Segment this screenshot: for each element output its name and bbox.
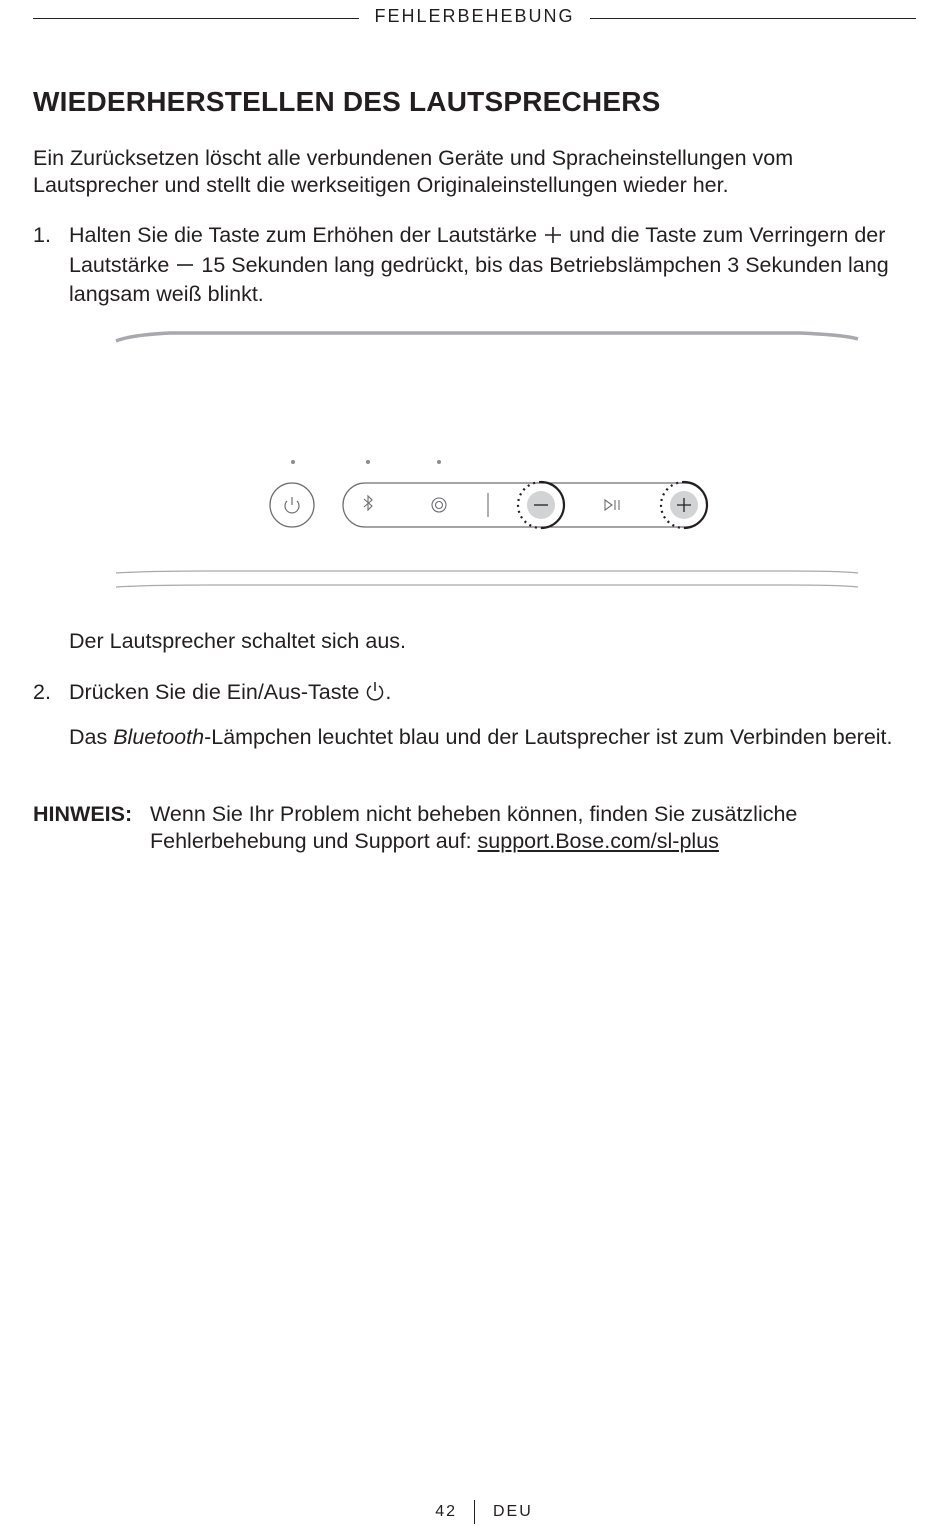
step-1-result: Der Lautsprecher schaltet sich aus. [69,629,406,653]
support-link[interactable]: support.Bose.com/sl-plus [477,828,719,853]
note-label: HINWEIS: [33,802,133,826]
step-2-result: Das Bluetooth-Lämpchen leuchtet blau und der Lautsprecher ist zum Verbinden bereit. [69,725,893,749]
play-pause-button-icon [605,500,619,510]
volume-down-button [518,482,564,528]
step-text: Drücken Sie die Ein/Aus-Taste . [69,679,914,709]
page-footer [0,1500,950,1526]
page-title: WIEDERHERSTELLEN DES LAUTSPRECHERS [33,86,661,117]
volume-up-button [661,482,707,528]
section-title: FEHLERBEHEBUNG [374,6,575,26]
power-button [270,483,314,527]
step-number: 2. [33,680,51,704]
intro-paragraph: Ein Zurücksetzen löscht alle verbundenen Geräte und Spracheinstellungen vom Lautsprecher und stellt die werkseitigen Originaleinstellungen wieder her. [33,146,794,197]
header-rule-right [590,18,916,19]
language-code: DEU [493,1503,533,1520]
footer-separator [474,1500,475,1524]
power-led [291,460,295,464]
step-number: 1. [33,223,51,247]
bluetooth-led [366,460,370,464]
speaker-top-edge [116,333,858,341]
plus-icon [543,225,563,252]
power-icon [365,680,385,709]
bluetooth-button-icon [364,496,372,510]
speaker-base-edge [116,585,858,587]
minus-icon [175,255,195,282]
step-text: Halten Sie die Taste zum Erhöhen der Lautstärke und die Taste zum Verringern der Lautstärke 15 Sekunden lang gedrückt, bis das Betriebslämpchen 3 Sekunden lang langsam weiß blinkt. [69,223,889,306]
note-text: Wenn Sie Ihr Problem nicht beheben können, finden Sie zusätzliche Fehlerbehebung und Support auf: support.Bose.com/sl-plus [150,802,798,853]
page-header [33,6,916,32]
page-number: 42 [435,1503,457,1520]
action-led [437,460,441,464]
speaker-illustration [110,325,862,595]
action-button-icon [432,498,446,512]
speaker-bottom-edge [116,571,858,573]
